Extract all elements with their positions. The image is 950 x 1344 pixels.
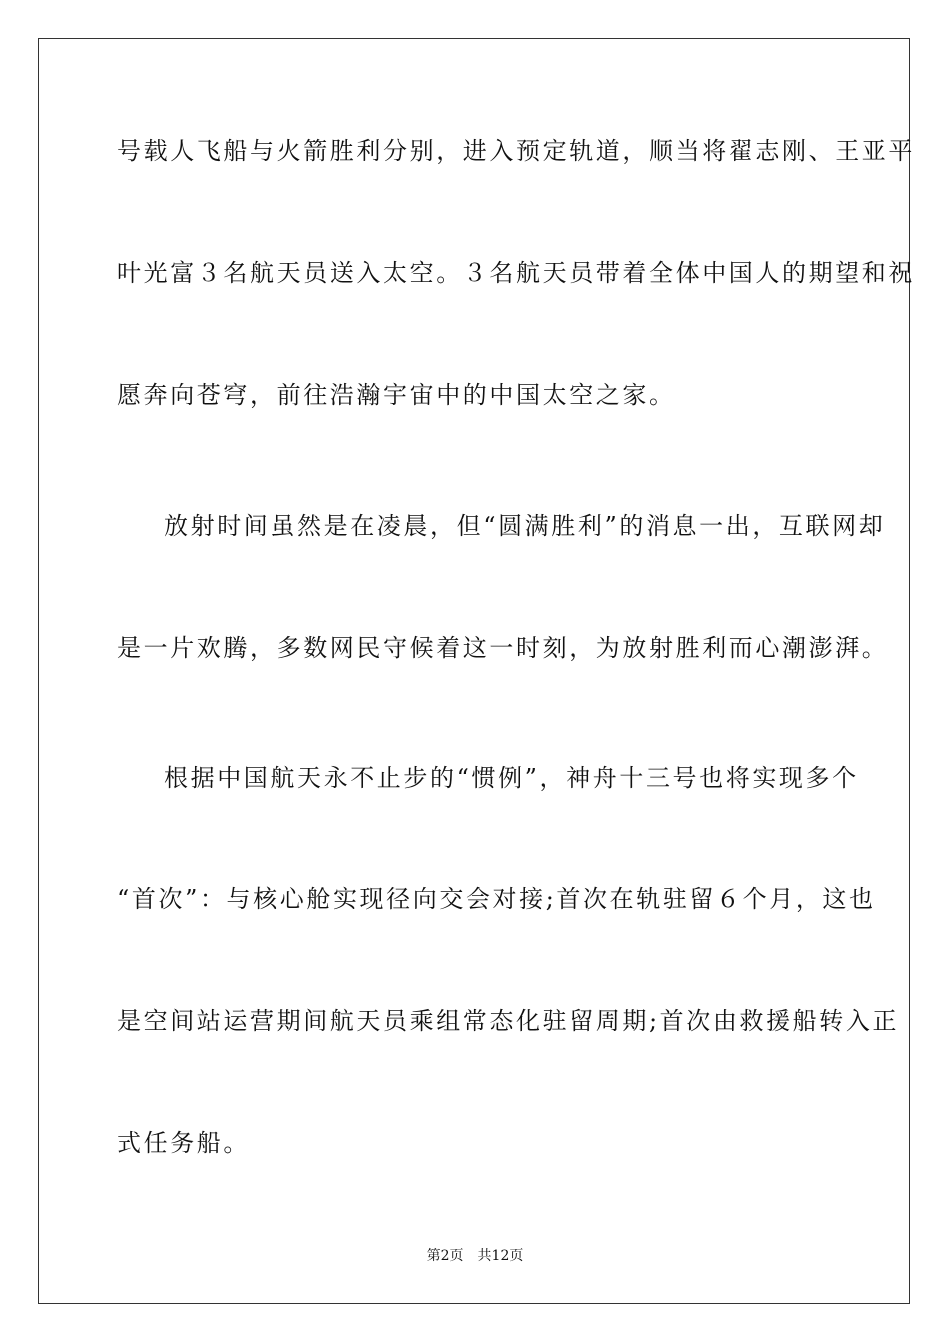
page-border xyxy=(38,38,915,1304)
paragraph-1-line-3: 愿奔向苍穹，前往浩瀚宇宙中的中国太空之家。 xyxy=(117,381,676,409)
paragraph-1-line-1: 号载人飞船与火箭胜利分别，进入预定轨道，顺当将翟志刚、王亚平 xyxy=(117,137,915,165)
paragraph-3-line-2: “首次”：与核心舱实现径向交会对接;首次在轨驻留６个月，这也 xyxy=(117,885,876,913)
paragraph-2-line-2: 是一片欢腾，多数网民守候着这一时刻，为放射胜利而心潮澎湃。 xyxy=(117,634,889,662)
paragraph-3-line-1: 根据中国航天永不止步的“惯例”，神舟十三号也将实现多个 xyxy=(164,764,859,792)
paragraph-3-line-3: 是空间站运营期间航天员乘组常态化驻留周期;首次由救援船转入正 xyxy=(117,1007,900,1035)
paragraph-2-line-1: 放射时间虽然是在凌晨，但“圆满胜利”的消息一出，互联网却 xyxy=(164,512,886,540)
paragraph-3-line-4: 式任务船。 xyxy=(117,1129,250,1157)
page-number-footer: 第2页 共12页 xyxy=(426,1248,524,1264)
paragraph-1-line-2: 叶光富３名航天员送入太空。３名航天员带着全体中国人的期望和祝 xyxy=(117,259,915,287)
